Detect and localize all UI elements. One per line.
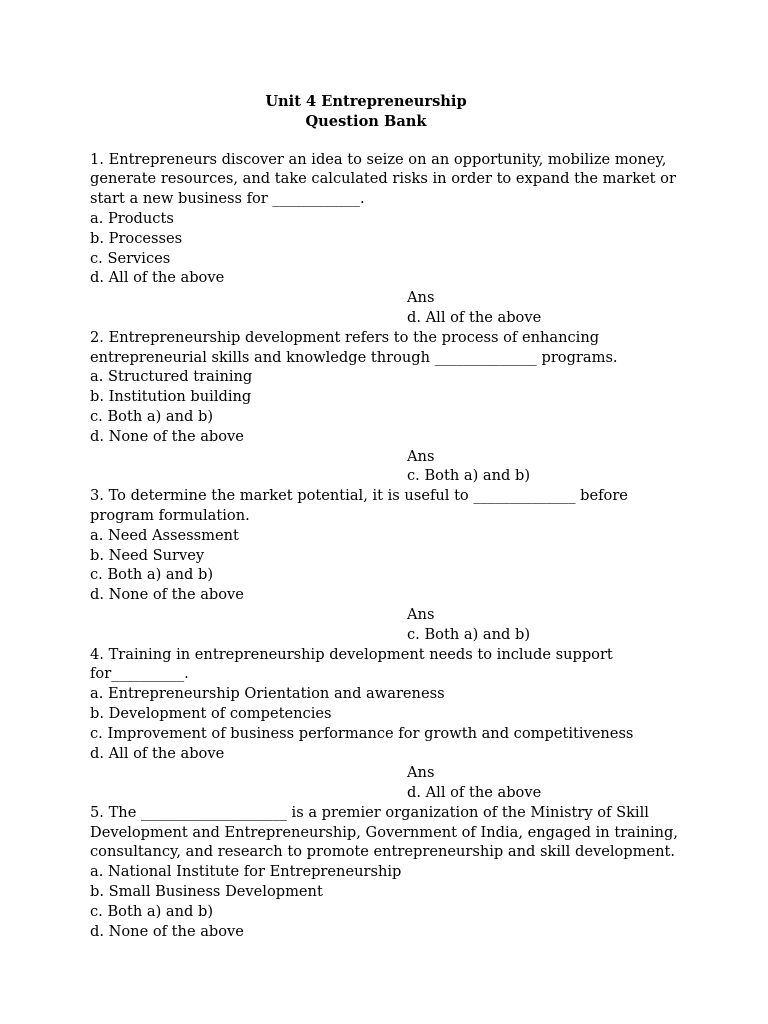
document-subtitle: Question Bank <box>305 112 427 130</box>
option-b: b. Development of competencies <box>90 704 332 722</box>
document-title: Unit 4 Entrepreneurship <box>265 93 467 110</box>
option-a: a. Structured training <box>90 368 253 386</box>
question-block <box>90 486 690 644</box>
option-a: a. Products <box>90 209 174 227</box>
option-d: d. None of the above <box>90 922 244 940</box>
option-a: a. National Institute for Entrepreneurship <box>90 863 402 881</box>
question-block <box>90 328 690 486</box>
option-a: a. Need Assessment <box>90 526 239 544</box>
option-c: c. Services <box>90 249 171 267</box>
answer-label: Ans <box>407 764 435 782</box>
answer-label: Ans <box>407 605 435 623</box>
question-text: 5. The ____________________ is a premier organization of the Ministry of Skill Development and Entrepreneurship, Government of India, engaged in training, consultancy, and research to promote entrepreneurship and skill development. <box>90 803 683 861</box>
option-d: d. None of the above <box>90 427 244 445</box>
option-d: d. None of the above <box>90 586 244 604</box>
option-b: b. Processes <box>90 229 183 247</box>
option-b: b. Small Business Development <box>90 883 323 901</box>
answer-label: Ans <box>407 447 435 465</box>
question-text: 3. To determine the market potential, it is useful to ______________ before program formulation. <box>90 487 633 524</box>
option-b: b. Institution building <box>90 388 252 406</box>
option-a: a. Entrepreneurship Orientation and awareness <box>90 685 445 703</box>
answer-value: c. Both a) and b) <box>407 625 531 643</box>
question-block <box>90 150 690 328</box>
document-page <box>90 92 690 941</box>
answer-label: Ans <box>407 289 435 307</box>
option-c: c. Both a) and b) <box>90 407 214 425</box>
option-c: c. Improvement of business performance for growth and competitiveness <box>90 724 634 742</box>
option-c: c. Both a) and b) <box>90 902 214 920</box>
question-text: 4. Training in entrepreneurship development needs to include support for__________. <box>90 645 618 683</box>
question-text: 2. Entrepreneurship development refers to the process of enhancing entrepreneurial skills and knowledge through ______________ programs. <box>90 328 618 366</box>
answer-value: d. All of the above <box>407 308 542 326</box>
question-text: 1. Entrepreneurs discover an idea to seize on an opportunity, mobilize money, generate resources, and take calculated risks in order to expand the market or start a new business for ____________. <box>90 150 681 208</box>
answer-value: c. Both a) and b) <box>407 467 531 485</box>
option-b: b. Need Survey <box>90 546 205 564</box>
question-block <box>90 645 690 803</box>
option-d: d. All of the above <box>90 269 225 287</box>
question-block <box>90 803 690 942</box>
answer-value: d. All of the above <box>407 784 542 802</box>
title-block <box>90 92 690 132</box>
option-d: d. All of the above <box>90 744 225 762</box>
option-c: c. Both a) and b) <box>90 566 214 584</box>
